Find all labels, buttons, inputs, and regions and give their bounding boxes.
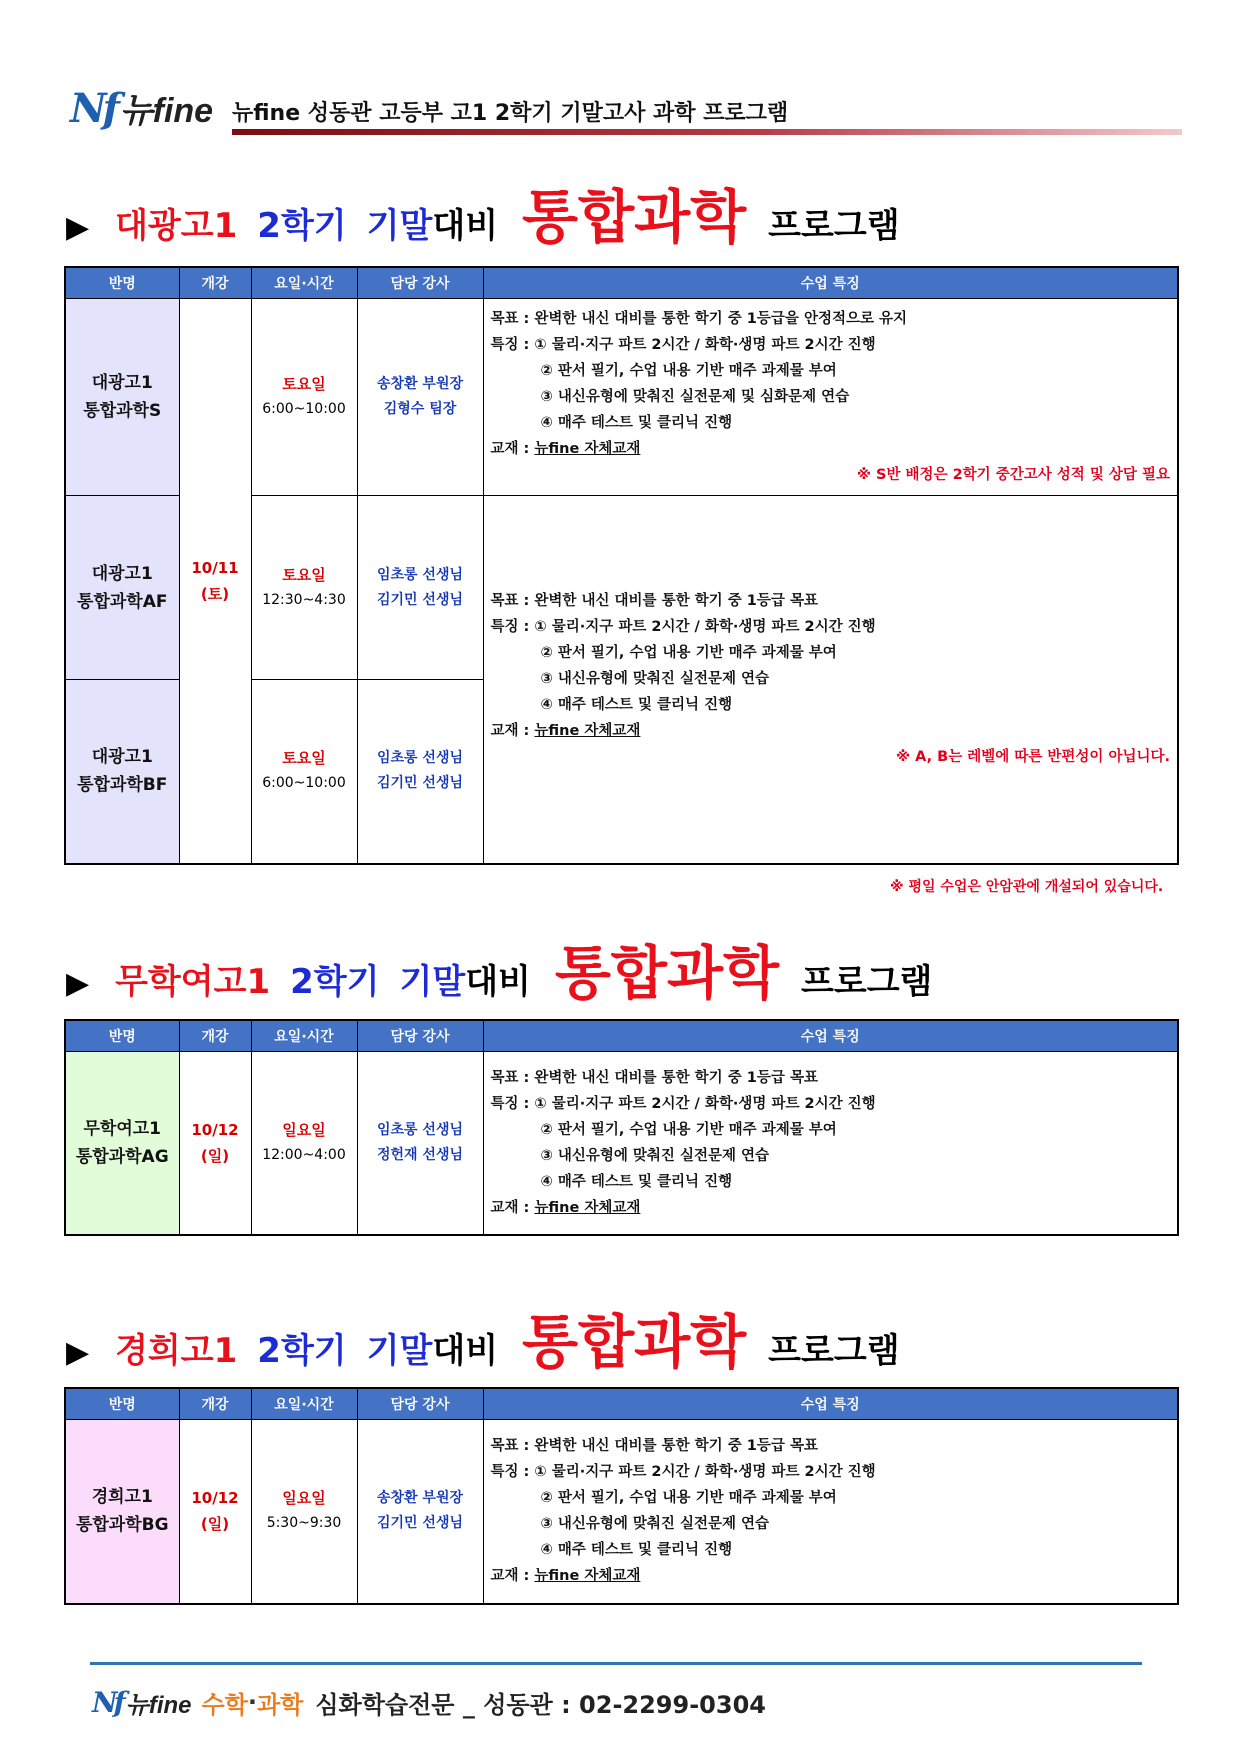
prep-label: 대비 xyxy=(465,962,531,1002)
table-header-row xyxy=(65,1388,1178,1420)
triangle-bullet-icon: ▶ xyxy=(66,210,90,245)
section-title-kyunghee xyxy=(66,1295,900,1379)
table-header-row xyxy=(65,1020,1178,1052)
col-features: 수업 특징 xyxy=(483,1020,1178,1052)
class-note: ※ S반 배정은 2학기 중간고사 성적 및 상담 필요 xyxy=(856,467,1170,483)
footer-contact: 심화학습전문 _ 성동관 : 02-2299-0304 xyxy=(315,1690,766,1719)
school-name: 무학여고1 xyxy=(115,962,271,1002)
program-label: 프로그램 xyxy=(768,206,900,246)
day-time: 일요일 5:30~9:30 xyxy=(251,1420,357,1604)
term-label: 2학기 xyxy=(257,206,347,246)
class-features: 목표 : 완벽한 내신 대비를 통한 학기 중 1등급 목표 특징 : ① 물리·지구 파트 2시간 / 화학·생명 파트 2시간 진행 ② 판서 필기, 수업 내용 기반 매주 과제물 부여 ③ 내신유형에 맞춰진 실전문제 연습 ④ 매주 테스트 및 클리닉 진행 교재 : 뉴fine 자체교재 ※ A, B는 레벨에 따른 반편성이 아닙니다. xyxy=(483,496,1178,864)
term-label: 2학기 xyxy=(257,1331,347,1371)
col-open: 개강 xyxy=(179,267,251,299)
teachers: 송창환 부원장 김기민 선생님 xyxy=(357,1420,483,1604)
subject-label: 통합과학 xyxy=(554,939,780,1007)
class-name: 무학여고1 통합과학AG xyxy=(65,1052,179,1235)
col-class: 반명 xyxy=(65,1020,179,1052)
term-label: 2학기 xyxy=(290,962,380,1002)
class-name: 대광고1 통합과학BF xyxy=(65,680,179,864)
col-class: 반명 xyxy=(65,1388,179,1420)
col-open: 개강 xyxy=(179,1388,251,1420)
teachers: 송창환 부원장 김형수 팀장 xyxy=(357,299,483,496)
day-time: 토요일 12:30~4:30 xyxy=(251,496,357,680)
footer-logo-mark: Nf xyxy=(92,1685,122,1719)
document-title: 뉴fine 성동관 고등부 고1 2학기 기말고사 과학 프로그램 xyxy=(232,101,789,126)
class-name: 대광고1 통합과학S xyxy=(65,299,179,496)
class-features: 목표 : 완벽한 내신 대비를 통한 학기 중 1등급 목표 특징 : ① 물리·지구 파트 2시간 / 화학·생명 파트 2시간 진행 ② 판서 필기, 수업 내용 기반 매주 과제물 부여 ③ 내신유형에 맞춰진 실전문제 연습 ④ 매주 테스트 및 클리닉 진행 교재 : 뉴fine 자체교재 xyxy=(483,1052,1178,1235)
schedule-table-kyunghee xyxy=(64,1387,1179,1605)
open-date: 10/12 (일) xyxy=(179,1052,251,1235)
prep-label: 대비 xyxy=(432,206,499,246)
exam-label: 기말 xyxy=(399,962,466,1002)
logo-mark: Nf xyxy=(70,85,116,132)
section-title-muhak xyxy=(66,926,932,1010)
teachers: 임초롱 선생님 정헌재 선생님 xyxy=(357,1052,483,1235)
class-features: 목표 : 완벽한 내신 대비를 통한 학기 중 1등급을 안정적으로 유지 특징 : ① 물리·지구 파트 2시간 / 화학·생명 파트 2시간 진행 ② 판서 필기, 수업 내용 기반 매주 과제물 부여 ③ 내신유형에 맞춰진 실전문제 및 심화문제 연습 ④ 매주 테스트 및 클리닉 진행 교재 : 뉴fine 자체교재 ※ S반 배정은 2학기 중간고사 성적 및 상담 필요 xyxy=(483,299,1178,496)
weekday-class-note: ※ 평일 수업은 안암관에 개설되어 있습니다. xyxy=(890,879,1164,895)
col-teacher: 담당 강사 xyxy=(357,267,483,299)
col-time: 요일·시간 xyxy=(251,1388,357,1420)
subject-label: 통합과학 xyxy=(522,1308,747,1376)
subject-label: 통합과학 xyxy=(522,183,747,251)
table-row xyxy=(65,299,1178,496)
col-open: 개강 xyxy=(179,1020,251,1052)
col-class: 반명 xyxy=(65,267,179,299)
teachers: 임초롱 선생님 김기민 선생님 xyxy=(357,496,483,680)
col-teacher: 담당 강사 xyxy=(357,1388,483,1420)
brand-logo xyxy=(70,82,213,132)
col-features: 수업 특징 xyxy=(483,267,1178,299)
triangle-bullet-icon: ▶ xyxy=(66,966,90,1001)
col-time: 요일·시간 xyxy=(251,1020,357,1052)
footer-divider xyxy=(90,1662,1142,1665)
logo-text: 뉴fine xyxy=(119,92,214,130)
exam-label: 기말 xyxy=(366,206,433,246)
class-name: 대광고1 통합과학AF xyxy=(65,496,179,680)
header-divider xyxy=(232,129,1182,135)
schedule-table-muhak xyxy=(64,1019,1179,1236)
triangle-bullet-icon: ▶ xyxy=(66,1335,90,1370)
footer-math: 수학 xyxy=(201,1690,248,1719)
col-features: 수업 특징 xyxy=(483,1388,1178,1420)
col-teacher: 담당 강사 xyxy=(357,1020,483,1052)
day-time: 토요일 6:00~10:00 xyxy=(251,299,357,496)
program-label: 프로그램 xyxy=(768,1331,900,1371)
program-label: 프로그램 xyxy=(801,962,933,1002)
table-row xyxy=(65,1420,1178,1604)
class-note: ※ A, B는 레벨에 따른 반편성이 아닙니다. xyxy=(895,749,1170,766)
day-time: 일요일 12:00~4:00 xyxy=(251,1052,357,1235)
school-name: 대광고1 xyxy=(115,206,238,246)
class-features: 목표 : 완벽한 내신 대비를 통한 학기 중 1등급 목표 특징 : ① 물리·지구 파트 2시간 / 화학·생명 파트 2시간 진행 ② 판서 필기, 수업 내용 기반 매주 과제물 부여 ③ 내신유형에 맞춰진 실전문제 연습 ④ 매주 테스트 및 클리닉 진행 교재 : 뉴fine 자체교재 xyxy=(483,1420,1178,1604)
teachers: 임초롱 선생님 김기민 선생님 xyxy=(357,680,483,864)
day-time: 토요일 6:00~10:00 xyxy=(251,680,357,864)
footer-science: 과학 xyxy=(257,1690,304,1719)
table-header-row xyxy=(65,267,1178,299)
table-row xyxy=(65,1052,1178,1235)
col-time: 요일·시간 xyxy=(251,267,357,299)
footer-logo-text: 뉴fine xyxy=(125,1691,192,1719)
schedule-table-daegwang xyxy=(64,266,1179,865)
section-title-daegwang xyxy=(66,170,900,254)
open-date: 10/12 (일) xyxy=(179,1420,251,1604)
footer xyxy=(92,1682,766,1722)
exam-label: 기말 xyxy=(366,1331,433,1371)
school-name: 경희고1 xyxy=(115,1331,238,1371)
prep-label: 대비 xyxy=(432,1331,499,1371)
class-name: 경희고1 통합과학BG xyxy=(65,1420,179,1604)
footer-dot: · xyxy=(247,1688,257,1716)
open-date: 10/11 (토) xyxy=(179,299,251,864)
